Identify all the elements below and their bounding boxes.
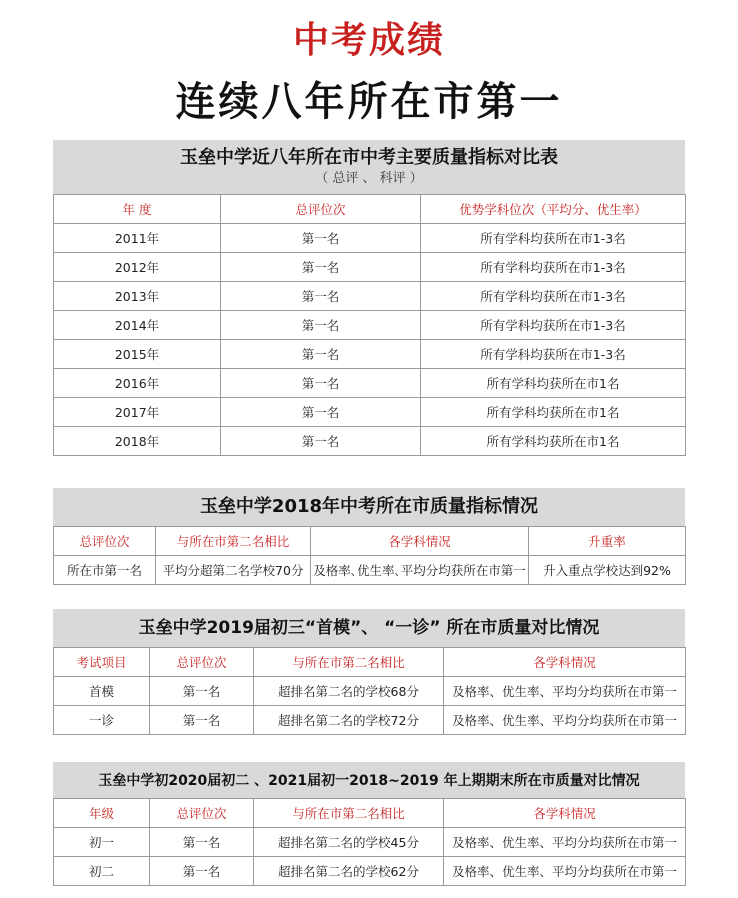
table-cell: 超排名第二名的学校62分 xyxy=(254,857,444,886)
table-cell: 第一名 xyxy=(150,706,254,735)
table-cell: 所有学科均获所在市1-3名 xyxy=(421,340,686,369)
table4-column-header: 各学科情况 xyxy=(444,799,686,828)
table-row xyxy=(54,427,686,456)
table-cell: 第一名 xyxy=(221,253,421,282)
page-subtitle: 连续八年所在市第一 xyxy=(175,79,563,125)
table-cell: 第一名 xyxy=(221,369,421,398)
table1-column-header: 年 度 xyxy=(54,195,221,224)
table-cell: 2015年 xyxy=(54,340,221,369)
table4-section xyxy=(53,762,685,886)
table-cell: 及格率、优生率、平均分均获所在市第一 xyxy=(444,828,686,857)
table-cell: 第一名 xyxy=(221,398,421,427)
table-cell: 升入重点学校达到92% xyxy=(529,556,686,585)
table-cell: 初二 xyxy=(54,857,150,886)
table2-header-row xyxy=(54,527,686,556)
table-cell: 超排名第二名的学校72分 xyxy=(254,706,444,735)
table-row xyxy=(54,224,686,253)
table-row xyxy=(54,857,686,886)
table-row xyxy=(54,828,686,857)
table3-header xyxy=(53,609,685,647)
table-cell: 超排名第二名的学校45分 xyxy=(254,828,444,857)
table3 xyxy=(53,647,686,735)
table-cell: 所有学科均获所在市1-3名 xyxy=(421,253,686,282)
table3-column-header: 总评位次 xyxy=(150,648,254,677)
table2-column-header: 与所在市第二名相比 xyxy=(156,527,311,556)
table-cell: 2013年 xyxy=(54,282,221,311)
table1-column-header: 优势学科位次（平均分、优生率） xyxy=(421,195,686,224)
table1 xyxy=(53,194,686,456)
table4-title: 玉垒中学初2020届初二 、2021届初一2018~2019 年上期期末所在市质量对比情况 xyxy=(98,773,640,789)
table-cell: 第一名 xyxy=(150,857,254,886)
table-cell: 初一 xyxy=(54,828,150,857)
table3-column-header: 与所在市第二名相比 xyxy=(254,648,444,677)
table3-column-header: 考试项目 xyxy=(54,648,150,677)
table-row xyxy=(54,253,686,282)
table-cell: 第一名 xyxy=(221,282,421,311)
table1-header-row xyxy=(54,195,686,224)
table-cell: 2011年 xyxy=(54,224,221,253)
table-cell: 所有学科均获所在市1名 xyxy=(421,427,686,456)
table2 xyxy=(53,526,686,585)
table2-section xyxy=(53,488,685,585)
table-cell: 2018年 xyxy=(54,427,221,456)
table-row xyxy=(54,677,686,706)
table-cell: 首模 xyxy=(54,677,150,706)
table-cell: 所有学科均获所在市1-3名 xyxy=(421,224,686,253)
table-cell: 所有学科均获所在市1名 xyxy=(421,398,686,427)
table-cell: 平均分超第二名学校70分 xyxy=(156,556,311,585)
table-cell: 2014年 xyxy=(54,311,221,340)
table1-header xyxy=(53,140,685,194)
table-cell: 超排名第二名的学校68分 xyxy=(254,677,444,706)
table-row xyxy=(54,282,686,311)
table4-column-header: 总评位次 xyxy=(150,799,254,828)
table4-header xyxy=(53,762,685,798)
table3-header-row xyxy=(54,648,686,677)
table-cell: 及格率、优生率、平均分均获所在市第一 xyxy=(444,677,686,706)
table-cell: 第一名 xyxy=(221,427,421,456)
table-cell: 第一名 xyxy=(221,224,421,253)
table3-column-header: 各学科情况 xyxy=(444,648,686,677)
table-row xyxy=(54,311,686,340)
table-cell: 及格率､优生率､平均分均获所在市第一 xyxy=(311,556,529,585)
table-row xyxy=(54,706,686,735)
table-cell: 第一名 xyxy=(221,340,421,369)
table-cell: 及格率、优生率、平均分均获所在市第一 xyxy=(444,706,686,735)
table-cell: 第一名 xyxy=(150,677,254,706)
table2-column-header: 各学科情况 xyxy=(311,527,529,556)
table-row xyxy=(54,340,686,369)
table3-section xyxy=(53,609,685,735)
table4 xyxy=(53,798,686,886)
table2-header xyxy=(53,488,685,526)
table1-subtitle: （ 总评 、 科评 ） xyxy=(315,171,423,186)
table3-title: 玉垒中学2019届初三“首模”、 “一诊” 所在市质量对比情况 xyxy=(138,618,600,638)
table-cell: 2012年 xyxy=(54,253,221,282)
table-cell: 所在市第一名 xyxy=(54,556,156,585)
table-row xyxy=(54,556,686,585)
table-cell: 所有学科均获所在市1名 xyxy=(421,369,686,398)
table-cell: 及格率、优生率、平均分均获所在市第一 xyxy=(444,857,686,886)
table2-column-header: 升重率 xyxy=(529,527,686,556)
table-cell: 第一名 xyxy=(221,311,421,340)
table-cell: 所有学科均获所在市1-3名 xyxy=(421,311,686,340)
table1-column-header: 总评位次 xyxy=(221,195,421,224)
table-row xyxy=(54,369,686,398)
table-cell: 2016年 xyxy=(54,369,221,398)
table-cell: 一诊 xyxy=(54,706,150,735)
table4-column-header: 与所在市第二名相比 xyxy=(254,799,444,828)
table-cell: 所有学科均获所在市1-3名 xyxy=(421,282,686,311)
table1-section xyxy=(53,140,685,456)
table1-title: 玉垒中学近八年所在市中考主要质量指标对比表 xyxy=(180,147,558,168)
table-cell: 2017年 xyxy=(54,398,221,427)
table4-header-row xyxy=(54,799,686,828)
table2-column-header: 总评位次 xyxy=(54,527,156,556)
table-cell: 第一名 xyxy=(150,828,254,857)
page-title: 中考成绩 xyxy=(292,20,445,61)
table-row xyxy=(54,398,686,427)
table2-title: 玉垒中学2018年中考所在市质量指标情况 xyxy=(199,496,539,517)
table4-column-header: 年级 xyxy=(54,799,150,828)
